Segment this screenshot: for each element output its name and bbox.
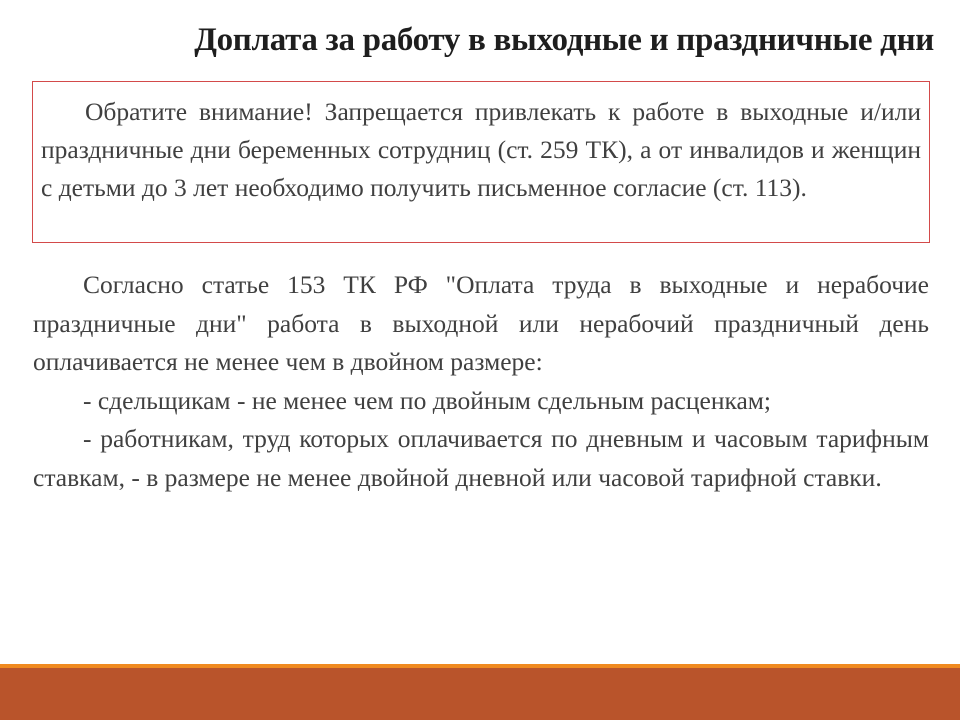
paragraph-tariff-workers: - работникам, труд которых оплачивается по дневным и часовым тарифным ставкам, - в размере не менее двойной дневной или часовой тарифной ставки. xyxy=(33,424,929,492)
footer-band xyxy=(0,668,960,720)
paragraph-intro: Согласно статье 153 ТК РФ "Оплата труда в выходные и нерабочие праздничные дни" работа в выходной или нерабочий праздничный день оплачивается не менее чем в двойном размере: xyxy=(33,270,929,376)
notice-box xyxy=(32,81,930,243)
body-text xyxy=(33,266,929,497)
page-title: Доплата за работу в выходные и праздничные дни xyxy=(194,22,934,58)
paragraph-piece-workers: - сдельщикам - не менее чем по двойным сдельным расценкам; xyxy=(83,385,772,415)
notice-text: Обратите внимание! Запрещается привлекать к работе в выходные и/или праздничные дни беременных сотрудниц (ст. 259 ТК), а от инвалидов и женщин с детьми до 3 лет необходимо получить письменное согласие (ст. 113). xyxy=(41,97,921,202)
